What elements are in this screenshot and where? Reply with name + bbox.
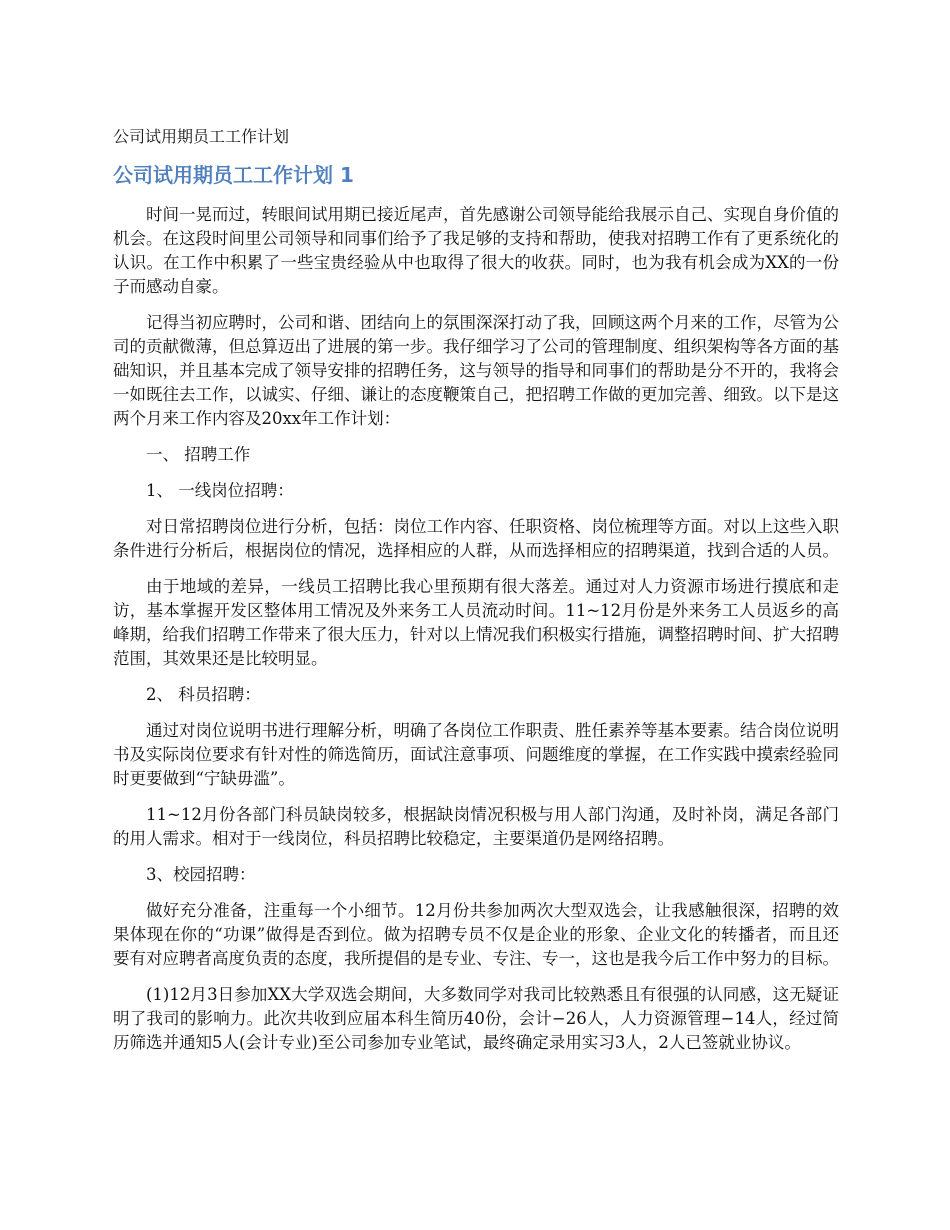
subheading-recruitment: 一、 招聘工作 <box>146 445 251 464</box>
paragraph-staff-vacancy: 11~12月份各部门科员缺岗较多，根据缺岗情况积极与用人部门沟通，及时补岗，满足各部门的用人需求。相对于一线岗位，科员招聘比较稳定，主要渠道仍是网络招聘。 <box>113 805 839 848</box>
paragraph-campus-prep: 做好充分准备，注重每一个小细节。12月份共参加两次大型双选会，让我感触很深，招聘的效果体现在你的“功课”做得是否到位。做为招聘专员不仅是企业的形象、企业文化的转播者，而且还要有对应聘者高度负责的态度，我所提倡的是专业、专注、专一，这也是我今后工作中努力的目标。 <box>113 901 839 968</box>
subheading-staff: 2、 科员招聘： <box>146 685 261 704</box>
document-body <box>113 125 839 1067</box>
paragraph-staff-analysis: 通过对岗位说明书进行理解分析，明确了各岗位工作职责、胜任素养等基本要素。结合岗位说明书及实际岗位要求有针对性的筛选简历，面试注意事项、问题维度的掌握，在工作实践中摸索经验同时更要做到“宁缺毋滥”。 <box>113 721 839 788</box>
paragraph-intro: 时间一晃而过，转眼间试用期已接近尾声，首先感谢公司领导能给我展示自己、实现自身价值的机会。在这段时间里公司领导和同事们给予了我足够的支持和帮助，使我对招聘工作有了更系统化的认识。在工作中积累了一些宝贵经验从中也取得了很大的收获。同时，也为我有机会成为XX的一份子而感动自豪。 <box>113 205 839 296</box>
subheading-campus: 3、校园招聘： <box>146 865 256 884</box>
paragraph-frontline-analysis: 对日常招聘岗位进行分析，包括：岗位工作内容、任职资格、岗位梳理等方面。对以上这些入职条件进行分析后，根据岗位的情况，选择相应的人群，从而选择相应的招聘渠道，找到合适的人员。 <box>113 517 839 560</box>
subheading-frontline: 1、 一线岗位招聘： <box>146 481 294 500</box>
paragraph-frontline-region: 由于地域的差异，一线员工招聘比我心里预期有很大落差。通过对人力资源市场进行摸底和走访，基本掌握开发区整体用工情况及外来务工人员流动时间。11~12月份是外来务工人员返乡的高峰期，给我们招聘工作带来了很大压力，针对以上情况我们积极实行措施，调整招聘时间、扩大招聘范围，其效果还是比较明显。 <box>113 577 839 668</box>
document-title: 公司试用期员工工作计划 <box>113 127 290 146</box>
paragraph-recall: 记得当初应聘时，公司和谐、团结向上的氛围深深打动了我，回顾这两个月来的工作，尽管为公司的贡献微薄，但总算迈出了进展的第一步。我仔细学习了公司的管理制度、组织架构等各方面的基础知识，并且基本完成了领导安排的招聘任务，这与领导的指导和同事们的帮助是分不开的，我将会一如既往去工作，以诚实、仔细、谦让的态度鞭策自己，把招聘工作做的更加完善、细致。以下是这两个月来工作内容及20xx年工作计划： <box>113 313 839 428</box>
paragraph-campus-fair: (1)12月3日参加XX大学双选会期间，大多数同学对我司比较熟悉且有很强的认同感，这无疑证明了我司的影响力。此次共收到应届本科生简历40份，会计−26人，人力资源管理−14人，经过简历筛选并通知5人(会计专业)至公司参加专业笔试，最终确定录用实习3人，2人已签就业协议。 <box>113 985 839 1052</box>
section-heading: 公司试用期员工工作计划 1 <box>113 163 354 187</box>
